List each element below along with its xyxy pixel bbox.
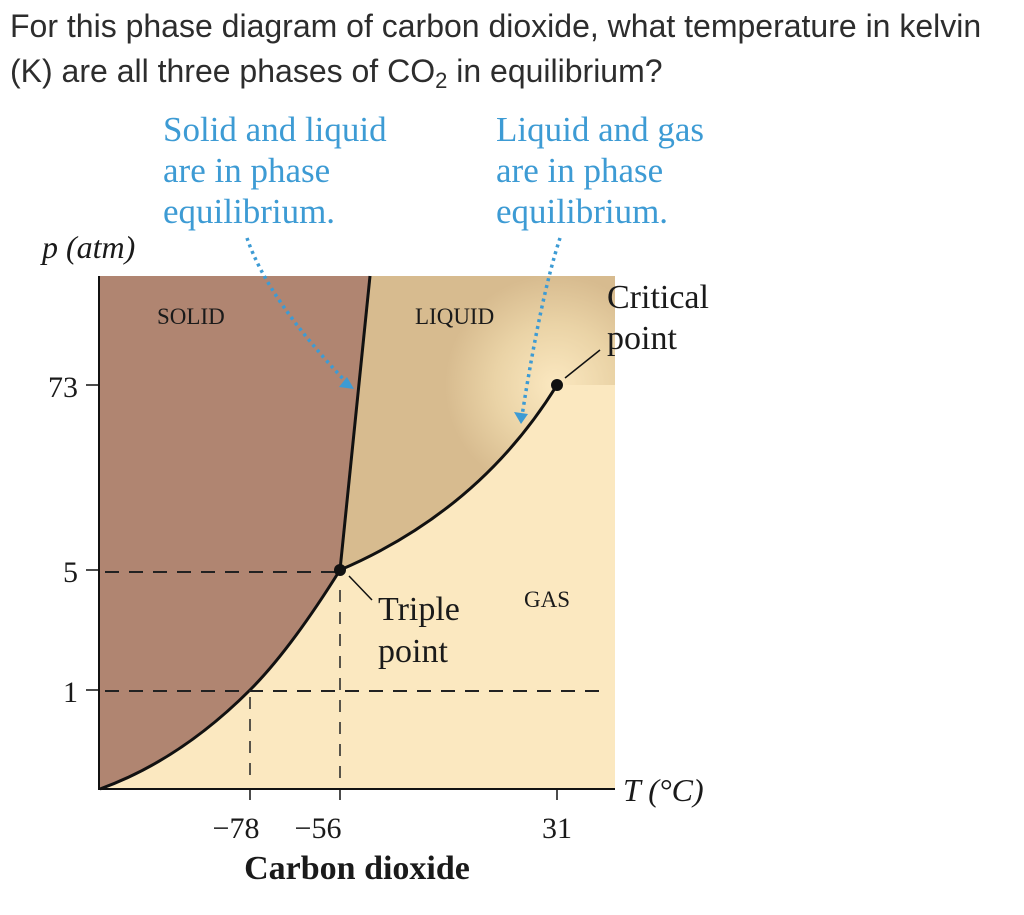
y-tick-label-1: 1 (63, 676, 78, 709)
x-tick-label-31: 31 (542, 812, 572, 845)
x-tick-label-neg78: −78 (212, 812, 260, 845)
callout-solid-liquid: Solid and liquid are in phase equilibrium. (163, 110, 387, 231)
triple-point-marker (334, 564, 346, 576)
callout-liquid-gas: Liquid and gas are in phase equilibrium. (496, 110, 705, 231)
y-tick-label-5: 5 (63, 556, 78, 589)
x-tick-label-neg56: −56 (294, 812, 342, 845)
region-label-gas: GAS (524, 587, 571, 612)
diagram-caption: Carbon dioxide (244, 850, 470, 887)
y-tick-label-73: 73 (48, 371, 78, 404)
question-subscript: 2 (435, 68, 448, 93)
callout-triple-point: Triple point (378, 591, 460, 670)
y-axis-label: p (atm) (42, 229, 136, 265)
x-axis-label: T (°C) (623, 772, 704, 808)
region-label-solid: SOLID (157, 304, 225, 329)
region-label-liquid: LIQUID (415, 304, 495, 329)
question-main-text: For this phase diagram of carbon dioxide, what temperature in kelvin (K) are all three phases of CO (10, 8, 982, 89)
critical-point-marker (551, 379, 563, 391)
callout-critical-point: Critical point (607, 279, 709, 357)
question-end-text: in equilibrium? (447, 53, 663, 89)
